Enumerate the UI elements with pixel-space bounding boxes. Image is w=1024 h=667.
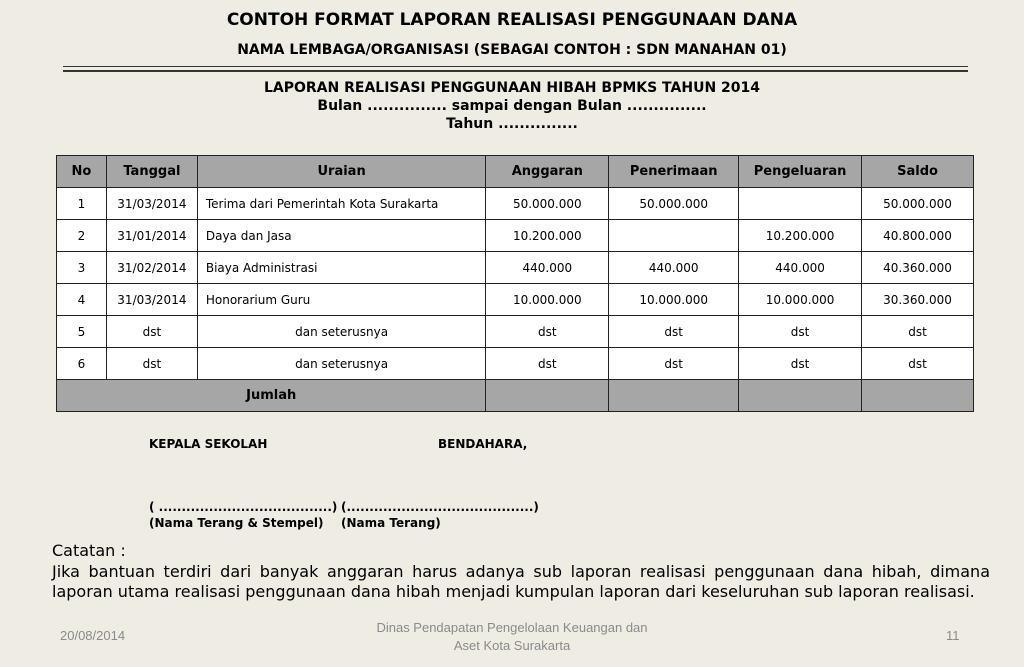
total-label: Jumlah — [57, 380, 486, 412]
signature-principal-blank: ( ......................................) — [149, 500, 338, 514]
cell-uraian: Biaya Administrasi — [197, 252, 486, 284]
total-row — [57, 380, 974, 412]
total-pengeluaran — [739, 380, 862, 412]
cell-saldo: 40.360.000 — [862, 252, 974, 284]
cell-pengeluaran: 10.000.000 — [739, 284, 862, 316]
footer-institution-line1: Dinas Pendapatan Pengelolaan Keuangan dan — [376, 620, 648, 635]
document-title: CONTOH FORMAT LAPORAN REALISASI PENGGUNAAN DANA — [226, 10, 798, 30]
cell-penerimaan: 50.000.000 — [609, 188, 739, 220]
signature-treasurer-blank: (.........................................) — [341, 500, 539, 514]
footer-institution-line2: Aset Kota Surakarta — [453, 638, 571, 653]
col-header-uraian: Uraian — [197, 156, 486, 188]
cell-penerimaan: 440.000 — [609, 252, 739, 284]
note-label: Catatan : — [52, 541, 126, 560]
header-divider-thin — [63, 66, 968, 67]
table-row — [57, 316, 974, 348]
cell-anggaran: 50.000.000 — [486, 188, 609, 220]
signature-principal-caption: (Nama Terang & Stempel) — [149, 516, 324, 530]
footer-page-number: 11 — [946, 628, 960, 643]
cell-tanggal: dst — [106, 316, 197, 348]
cell-tanggal: 31/03/2014 — [106, 284, 197, 316]
signature-treasurer-caption: (Nama Terang) — [341, 516, 441, 530]
cell-tanggal: 31/02/2014 — [106, 252, 197, 284]
cell-no: 6 — [57, 348, 107, 380]
cell-penerimaan: 10.000.000 — [609, 284, 739, 316]
total-saldo — [862, 380, 974, 412]
report-year: Tahun ............... — [446, 116, 578, 132]
cell-anggaran: dst — [486, 316, 609, 348]
col-header-pengeluaran: Pengeluaran — [739, 156, 862, 188]
cell-tanggal: dst — [106, 348, 197, 380]
cell-no: 5 — [57, 316, 107, 348]
cell-saldo: 50.000.000 — [862, 188, 974, 220]
cell-penerimaan: dst — [609, 348, 739, 380]
cell-pengeluaran — [739, 188, 862, 220]
cell-saldo: dst — [862, 348, 974, 380]
table-row — [57, 220, 974, 252]
cell-anggaran: 10.000.000 — [486, 284, 609, 316]
cell-uraian: Daya dan Jasa — [197, 220, 486, 252]
footer-institution — [330, 619, 694, 655]
cell-uraian: Terima dari Pemerintah Kota Surakarta — [197, 188, 486, 220]
col-header-no: No — [57, 156, 107, 188]
cell-pengeluaran: 10.200.000 — [739, 220, 862, 252]
cell-anggaran: dst — [486, 348, 609, 380]
report-period: Bulan ............... sampai dengan Bulan ............... — [317, 98, 707, 114]
cell-tanggal: 31/03/2014 — [106, 188, 197, 220]
cell-no: 3 — [57, 252, 107, 284]
table-row — [57, 188, 974, 220]
cell-no: 2 — [57, 220, 107, 252]
cell-pengeluaran: 440.000 — [739, 252, 862, 284]
col-header-saldo: Saldo — [862, 156, 974, 188]
cell-saldo: 30.360.000 — [862, 284, 974, 316]
cell-uraian: dan seterusnya — [197, 348, 486, 380]
cell-anggaran: 10.200.000 — [486, 220, 609, 252]
cell-penerimaan: dst — [609, 316, 739, 348]
footer-date: 20/08/2014 — [60, 628, 126, 643]
total-penerimaan — [609, 380, 739, 412]
table-header-row — [57, 156, 974, 188]
note-text: Jika bantuan terdiri dari banyak anggaran harus adanya sub laporan realisasi penggunaan dana hibah, dimana laporan utama realisasi penggunaan dana hibah menjadi kumpulan laporan dari keseluruhan sub laporan realisasi. — [52, 562, 990, 601]
cell-no: 4 — [57, 284, 107, 316]
col-header-tanggal: Tanggal — [106, 156, 197, 188]
total-anggaran — [486, 380, 609, 412]
cell-saldo: 40.800.000 — [862, 220, 974, 252]
cell-pengeluaran: dst — [739, 348, 862, 380]
table-row — [57, 348, 974, 380]
cell-pengeluaran: dst — [739, 316, 862, 348]
cell-uraian: Honorarium Guru — [197, 284, 486, 316]
realization-table — [56, 155, 974, 412]
cell-uraian: dan seterusnya — [197, 316, 486, 348]
organization-subtitle: NAMA LEMBAGA/ORGANISASI (SEBAGAI CONTOH : SDN MANAHAN 01) — [237, 42, 787, 58]
report-title: LAPORAN REALISASI PENGGUNAAN HIBAH BPMKS TAHUN 2014 — [263, 80, 760, 96]
cell-saldo: dst — [862, 316, 974, 348]
cell-anggaran: 440.000 — [486, 252, 609, 284]
signature-principal-title: KEPALA SEKOLAH — [149, 437, 268, 451]
table-row — [57, 284, 974, 316]
cell-tanggal: 31/01/2014 — [106, 220, 197, 252]
cell-penerimaan — [609, 220, 739, 252]
table-row — [57, 252, 974, 284]
header-divider-thick — [63, 70, 968, 72]
col-header-penerimaan: Penerimaan — [609, 156, 739, 188]
col-header-anggaran: Anggaran — [486, 156, 609, 188]
signature-treasurer-title: BENDAHARA, — [438, 437, 528, 451]
cell-no: 1 — [57, 188, 107, 220]
